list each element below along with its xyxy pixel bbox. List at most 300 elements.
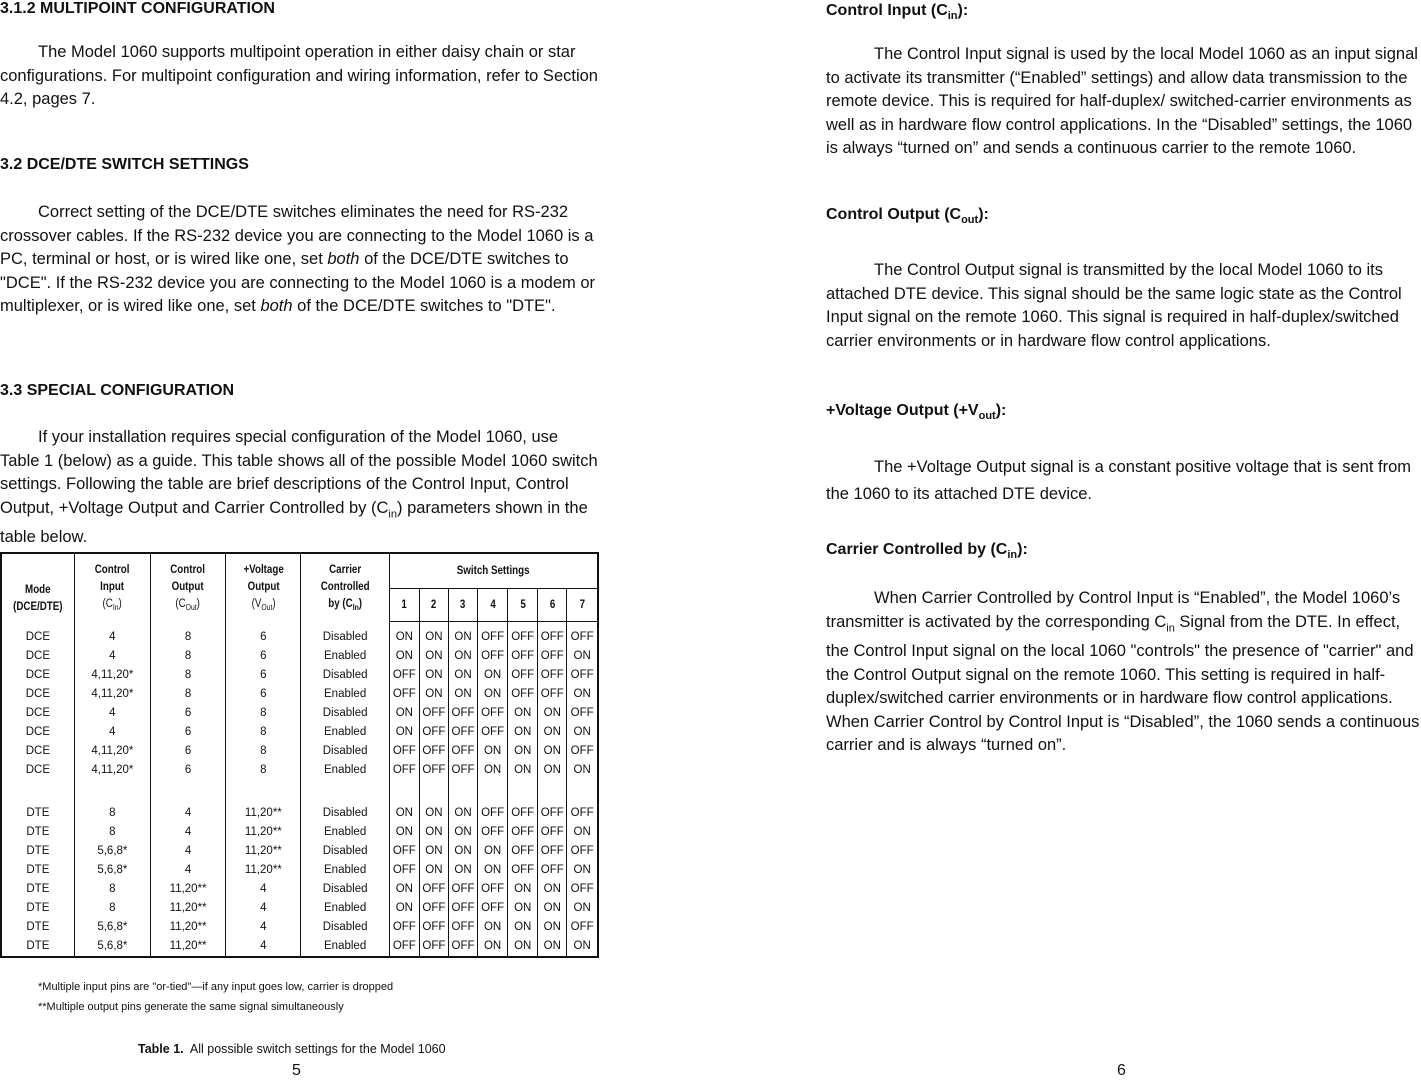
table-row bbox=[1, 742, 598, 761]
switch-3-cell: OFF bbox=[448, 723, 477, 742]
header-switch-1: 1 bbox=[392, 589, 418, 622]
switch-7-cell: ON bbox=[567, 685, 598, 704]
switch-1-cell: ON bbox=[389, 704, 419, 723]
switch-3-cell: OFF bbox=[448, 899, 477, 918]
switch-3-cell: ON bbox=[448, 861, 477, 880]
header-switch-settings: Switch Settings bbox=[405, 553, 582, 589]
header-switch-6: 6 bbox=[540, 589, 565, 622]
switch-6-cell: OFF bbox=[538, 804, 567, 823]
switch-3-cell: ON bbox=[448, 647, 477, 666]
header-text: Controlled bbox=[320, 580, 370, 593]
table-row bbox=[1, 842, 598, 861]
switch-3-cell: OFF bbox=[448, 761, 477, 780]
table-row bbox=[1, 704, 598, 723]
voltage-output-cell: 4 bbox=[226, 899, 301, 918]
section-body-32 bbox=[0, 201, 600, 319]
header-control-output bbox=[156, 553, 220, 622]
table-row bbox=[1, 647, 598, 666]
switch-5-cell: OFF bbox=[508, 823, 538, 842]
spacer-cell bbox=[226, 780, 301, 804]
mode-cell: DCE bbox=[25, 669, 50, 681]
header-text: ) bbox=[118, 597, 122, 610]
switch-7-cell: ON bbox=[567, 823, 598, 842]
control-output-cell: 6 bbox=[150, 742, 225, 761]
text-run: of the DCE/DTE switches to "DTE". bbox=[292, 297, 556, 315]
header-text: (C bbox=[175, 597, 187, 610]
text-run: If your installation requires special configuration of the Model 1060, use Table 1 (below) as a guide. This table shows all of the possible Model 1060 switch settings. Following the table are brief descriptions of the Control Input, Control Output, +Voltage Output and Carrier Controlled by (C bbox=[0, 428, 598, 517]
switch-5-cell: OFF bbox=[508, 666, 538, 685]
body-voltage-output: The +Voltage Output signal is a constant positive voltage that is sent from the 1060 to its attached DTE device. bbox=[826, 458, 1412, 503]
table-row bbox=[1, 622, 598, 648]
switch-6-cell: ON bbox=[538, 899, 567, 918]
text-run: Signal from the DTE. In effect, the Control Input signal on the local 1060 "controls" the presence of "carrier" and the Control Output signal on the remote 1060. This setting is required in half-duplex/switched carrier environments or in hardware flow control applications. When Carrier Control by Control Input is “Disabled”, the 1060 sends a continuous carrier and is always “turned on”. bbox=[826, 612, 1420, 755]
control-output-cell: 11,20** bbox=[150, 918, 225, 937]
control-input-cell: 4,11,20* bbox=[74, 761, 150, 780]
caption-label: Table 1. bbox=[138, 1042, 184, 1056]
carrier-cell: Enabled bbox=[301, 647, 389, 666]
switch-4-cell: ON bbox=[478, 685, 508, 704]
body-control-output: The Control Output signal is transmitted by the local Model 1060 to its attached DTE device. This signal should be the same logic state as the Control Input signal on the remote 1060. This signal is required in half-duplex/switched carrier environments or in hardware flow control applications. bbox=[826, 261, 1402, 350]
switch-5-cell: OFF bbox=[508, 685, 538, 704]
voltage-output-cell: 4 bbox=[226, 918, 301, 937]
switch-6-cell: ON bbox=[538, 742, 567, 761]
mode-cell: DTE bbox=[26, 902, 50, 914]
switch-7-cell: OFF bbox=[567, 918, 598, 937]
mode-cell: DTE bbox=[26, 940, 50, 952]
switch-7-cell: OFF bbox=[567, 742, 598, 761]
voltage-output-cell: 6 bbox=[226, 685, 301, 704]
control-input-cell: 4 bbox=[74, 704, 150, 723]
switch-6-cell: OFF bbox=[538, 842, 567, 861]
switch-6-cell: ON bbox=[538, 761, 567, 780]
heading-text: Carrier Controlled by (C bbox=[826, 541, 1008, 558]
switch-5-cell: ON bbox=[508, 742, 538, 761]
table-row bbox=[1, 666, 598, 685]
mode-cell: DCE bbox=[25, 726, 50, 738]
header-text: (C bbox=[102, 597, 114, 610]
header-text: (DCE/DTE) bbox=[13, 600, 63, 613]
switch-7-cell: ON bbox=[567, 861, 598, 880]
switch-4-cell: OFF bbox=[478, 704, 508, 723]
switch-2-cell: OFF bbox=[419, 742, 448, 761]
header-text: ) bbox=[197, 597, 201, 610]
switch-2-cell: OFF bbox=[419, 937, 448, 957]
carrier-cell: Disabled bbox=[301, 704, 389, 723]
mode-cell: DTE bbox=[26, 845, 50, 857]
text-run: When Carrier Controlled by Control Input is “Enabled”, the Model 1060’s transmitter is activated by the corresponding C bbox=[826, 589, 1401, 631]
switch-4-cell: ON bbox=[478, 937, 508, 957]
mode-cell: DCE bbox=[25, 650, 50, 662]
heading-text: ): bbox=[995, 402, 1007, 419]
voltage-output-cell: 6 bbox=[226, 666, 301, 685]
spacer-cell bbox=[478, 780, 508, 804]
switch-3-cell: ON bbox=[448, 685, 477, 704]
carrier-cell: Enabled bbox=[301, 861, 389, 880]
switch-3-cell: OFF bbox=[448, 937, 477, 957]
switch-6-cell: ON bbox=[538, 937, 567, 957]
heading-carrier-controlled bbox=[826, 541, 1028, 561]
control-output-cell: 4 bbox=[150, 861, 225, 880]
header-control-input bbox=[80, 553, 145, 622]
header-text: Mode bbox=[25, 583, 51, 596]
section-heading-312: 3.1.2 MULTIPOINT CONFIGURATION bbox=[0, 0, 275, 17]
control-output-cell: 11,20** bbox=[150, 899, 225, 918]
switch-7-cell: OFF bbox=[567, 704, 598, 723]
header-switch-7: 7 bbox=[569, 589, 595, 622]
control-output-cell: 6 bbox=[150, 704, 225, 723]
switch-4-cell: OFF bbox=[478, 880, 508, 899]
table-row bbox=[1, 761, 598, 780]
control-output-cell: 11,20** bbox=[150, 880, 225, 899]
mode-cell: DTE bbox=[26, 807, 50, 819]
section-body-33 bbox=[0, 426, 600, 550]
switch-6-cell: OFF bbox=[538, 823, 567, 842]
mode-cell: DTE bbox=[26, 826, 50, 838]
subscript: in bbox=[1166, 621, 1175, 634]
switch-2-cell: ON bbox=[419, 666, 448, 685]
switch-6-cell: OFF bbox=[538, 685, 567, 704]
mode-cell: DCE bbox=[25, 745, 50, 757]
control-output-cell: 6 bbox=[150, 761, 225, 780]
switch-1-cell: ON bbox=[389, 804, 419, 823]
switch-5-cell: OFF bbox=[508, 842, 538, 861]
switch-4-cell: OFF bbox=[478, 899, 508, 918]
switch-1-cell: OFF bbox=[389, 861, 419, 880]
switch-1-cell: OFF bbox=[389, 742, 419, 761]
voltage-output-cell: 6 bbox=[226, 622, 301, 648]
carrier-cell: Enabled bbox=[301, 899, 389, 918]
control-output-cell: 8 bbox=[150, 666, 225, 685]
header-switch-5: 5 bbox=[510, 589, 536, 622]
switch-2-cell: OFF bbox=[419, 899, 448, 918]
carrier-cell: Disabled bbox=[301, 918, 389, 937]
switch-7-cell: OFF bbox=[567, 880, 598, 899]
carrier-cell: Enabled bbox=[301, 723, 389, 742]
control-output-cell: 11,20** bbox=[150, 937, 225, 957]
switch-7-cell: OFF bbox=[567, 622, 598, 648]
switch-7-cell: ON bbox=[567, 899, 598, 918]
mode-cell: DTE bbox=[26, 921, 50, 933]
spacer-cell bbox=[301, 780, 389, 804]
header-voltage-output bbox=[231, 553, 295, 622]
control-input-cell: 4 bbox=[74, 622, 150, 648]
switch-4-cell: OFF bbox=[478, 647, 508, 666]
control-input-cell: 5,6,8* bbox=[74, 918, 150, 937]
carrier-cell: Enabled bbox=[301, 685, 389, 704]
switch-2-cell: OFF bbox=[419, 723, 448, 742]
control-input-cell: 4 bbox=[74, 723, 150, 742]
switch-6-cell: ON bbox=[538, 918, 567, 937]
header-text: ) bbox=[358, 597, 362, 610]
subscript: in bbox=[1007, 549, 1018, 562]
spacer-cell bbox=[389, 780, 419, 804]
spacer-cell bbox=[448, 780, 477, 804]
subscript: in bbox=[388, 507, 397, 520]
switch-6-cell: OFF bbox=[538, 647, 567, 666]
control-input-cell: 4,11,20* bbox=[74, 666, 150, 685]
heading-text: ): bbox=[1017, 541, 1028, 558]
mode-cell: DTE bbox=[26, 864, 50, 876]
heading-text: Control Output (C bbox=[826, 206, 962, 223]
section-heading-32: 3.2 DCE/DTE SWITCH SETTINGS bbox=[0, 156, 249, 173]
switch-2-cell: OFF bbox=[419, 918, 448, 937]
header-text: Control bbox=[94, 563, 130, 576]
switch-6-cell: ON bbox=[538, 704, 567, 723]
carrier-cell: Disabled bbox=[301, 666, 389, 685]
switch-2-cell: ON bbox=[419, 861, 448, 880]
header-mode bbox=[6, 553, 68, 622]
switch-4-cell: OFF bbox=[478, 804, 508, 823]
switch-2-cell: ON bbox=[419, 823, 448, 842]
table-row bbox=[1, 937, 598, 957]
footnote-single-asterisk: *Multiple input pins are "or-tied"—if any input goes low, carrier is dropped bbox=[38, 981, 394, 993]
table-row bbox=[1, 918, 598, 937]
control-output-cell: 4 bbox=[150, 804, 225, 823]
switch-6-cell: OFF bbox=[538, 861, 567, 880]
subscript: In bbox=[113, 602, 119, 612]
switch-3-cell: ON bbox=[448, 666, 477, 685]
subscript: out bbox=[978, 410, 996, 423]
control-output-cell: 6 bbox=[150, 723, 225, 742]
header-carrier-controlled bbox=[308, 553, 383, 622]
voltage-output-cell: 11,20** bbox=[226, 842, 301, 861]
page-number-left: 5 bbox=[292, 1062, 301, 1079]
page-number-right: 6 bbox=[1117, 1062, 1126, 1079]
switch-1-cell: OFF bbox=[389, 937, 419, 957]
control-input-cell: 8 bbox=[74, 804, 150, 823]
switch-4-cell: OFF bbox=[478, 622, 508, 648]
control-input-cell: 5,6,8* bbox=[74, 861, 150, 880]
caption-text: All possible switch settings for the Model 1060 bbox=[183, 1042, 446, 1056]
spacer-cell bbox=[419, 780, 448, 804]
spacer-cell bbox=[538, 780, 567, 804]
table-row bbox=[1, 685, 598, 704]
text-run: ) parameters shown in the table below. bbox=[0, 498, 588, 547]
table-row bbox=[1, 880, 598, 899]
heading-text: ): bbox=[978, 206, 989, 223]
switch-settings-table bbox=[0, 552, 599, 958]
switch-1-cell: ON bbox=[389, 823, 419, 842]
switch-3-cell: OFF bbox=[448, 918, 477, 937]
spacer-cell bbox=[150, 780, 225, 804]
switch-5-cell: OFF bbox=[508, 622, 538, 648]
switch-2-cell: ON bbox=[419, 622, 448, 648]
switch-1-cell: OFF bbox=[389, 685, 419, 704]
control-output-cell: 8 bbox=[150, 647, 225, 666]
switch-7-cell: ON bbox=[567, 761, 598, 780]
header-switch-3: 3 bbox=[451, 589, 476, 622]
subscript: in bbox=[947, 10, 958, 23]
switch-2-cell: OFF bbox=[419, 880, 448, 899]
heading-text: Control Input (C bbox=[826, 2, 948, 19]
switch-5-cell: ON bbox=[508, 761, 538, 780]
control-input-cell: 5,6,8* bbox=[74, 937, 150, 957]
section-body-312: The Model 1060 supports multipoint operation in either daisy chain or star configurations. For multipoint configuration and wiring information, refer to Section 4.2, pages 7. bbox=[0, 43, 598, 108]
control-input-cell: 8 bbox=[74, 823, 150, 842]
switch-3-cell: OFF bbox=[448, 880, 477, 899]
switch-7-cell: OFF bbox=[567, 666, 598, 685]
switch-6-cell: OFF bbox=[538, 666, 567, 685]
control-input-cell: 8 bbox=[74, 880, 150, 899]
heading-voltage-output bbox=[826, 402, 1006, 422]
spacer-cell bbox=[1, 780, 74, 804]
carrier-cell: Disabled bbox=[301, 742, 389, 761]
switch-4-cell: ON bbox=[478, 918, 508, 937]
subscript: Out bbox=[261, 602, 273, 612]
voltage-output-cell: 11,20** bbox=[226, 804, 301, 823]
switch-2-cell: ON bbox=[419, 685, 448, 704]
control-output-cell: 8 bbox=[150, 622, 225, 648]
switch-4-cell: ON bbox=[478, 861, 508, 880]
switch-4-cell: ON bbox=[478, 666, 508, 685]
heading-control-output bbox=[826, 206, 989, 226]
switch-4-cell: ON bbox=[478, 761, 508, 780]
switch-2-cell: ON bbox=[419, 804, 448, 823]
control-input-cell: 4,11,20* bbox=[74, 685, 150, 704]
header-text: Input bbox=[100, 580, 125, 593]
switch-1-cell: OFF bbox=[389, 918, 419, 937]
table-row bbox=[1, 804, 598, 823]
switch-1-cell: ON bbox=[389, 880, 419, 899]
switch-7-cell: ON bbox=[567, 937, 598, 957]
switch-5-cell: OFF bbox=[508, 861, 538, 880]
carrier-cell: Enabled bbox=[301, 761, 389, 780]
control-input-cell: 4,11,20* bbox=[74, 742, 150, 761]
spacer-cell bbox=[508, 780, 538, 804]
voltage-output-cell: 8 bbox=[226, 704, 301, 723]
table-row bbox=[1, 723, 598, 742]
header-text: (V bbox=[251, 597, 262, 610]
switch-3-cell: OFF bbox=[448, 742, 477, 761]
header-text: Output bbox=[247, 580, 280, 593]
header-text: Carrier bbox=[329, 563, 362, 576]
switch-5-cell: OFF bbox=[508, 804, 538, 823]
text-run: of the DCE/DTE switches to "DCE". If the RS-232 device you are connecting to the Model 1060 is a modem or multiplexer, or is wired like one, set bbox=[0, 250, 596, 315]
header-text: +Voltage bbox=[243, 563, 284, 576]
heading-text: +Voltage Output (+V bbox=[826, 402, 979, 419]
switch-6-cell: OFF bbox=[538, 622, 567, 648]
heading-text: ): bbox=[957, 2, 969, 19]
switch-5-cell: ON bbox=[508, 723, 538, 742]
table-row bbox=[1, 823, 598, 842]
table-row bbox=[1, 861, 598, 880]
emphasis: both bbox=[260, 297, 293, 315]
switch-3-cell: ON bbox=[448, 842, 477, 861]
table-caption bbox=[138, 1042, 446, 1056]
mode-cell: DCE bbox=[25, 630, 50, 643]
switch-5-cell: ON bbox=[508, 899, 538, 918]
table-body bbox=[1, 622, 598, 958]
switch-2-cell: OFF bbox=[419, 704, 448, 723]
section-heading-33: 3.3 SPECIAL CONFIGURATION bbox=[0, 382, 235, 399]
mode-cell: DTE bbox=[26, 883, 50, 895]
header-text: ) bbox=[272, 597, 276, 610]
control-output-cell: 8 bbox=[150, 685, 225, 704]
voltage-output-cell: 8 bbox=[226, 723, 301, 742]
subscript: Out bbox=[186, 602, 198, 612]
emphasis: both bbox=[327, 250, 360, 268]
switch-3-cell: ON bbox=[448, 622, 477, 648]
switch-1-cell: ON bbox=[389, 899, 419, 918]
control-output-cell: 4 bbox=[150, 842, 225, 861]
voltage-output-cell: 8 bbox=[226, 761, 301, 780]
switch-2-cell: ON bbox=[419, 647, 448, 666]
carrier-cell: Enabled bbox=[301, 823, 389, 842]
spacer-cell bbox=[567, 780, 598, 804]
switch-4-cell: OFF bbox=[478, 723, 508, 742]
switch-5-cell: ON bbox=[508, 918, 538, 937]
mode-cell: DCE bbox=[25, 688, 50, 700]
switch-5-cell: ON bbox=[508, 880, 538, 899]
switch-4-cell: ON bbox=[478, 842, 508, 861]
switch-4-cell: OFF bbox=[478, 823, 508, 842]
switch-6-cell: ON bbox=[538, 880, 567, 899]
carrier-cell: Enabled bbox=[301, 937, 389, 957]
voltage-output-cell: 11,20** bbox=[226, 861, 301, 880]
carrier-cell: Disabled bbox=[301, 880, 389, 899]
subscript: out bbox=[961, 214, 979, 227]
switch-6-cell: ON bbox=[538, 723, 567, 742]
control-output-cell: 4 bbox=[150, 823, 225, 842]
voltage-output-cell: 8 bbox=[226, 742, 301, 761]
voltage-output-cell: 4 bbox=[226, 880, 301, 899]
carrier-cell: Disabled bbox=[301, 804, 389, 823]
switch-3-cell: ON bbox=[448, 823, 477, 842]
subscript: In bbox=[352, 602, 359, 612]
switch-4-cell: ON bbox=[478, 742, 508, 761]
switch-5-cell: OFF bbox=[508, 647, 538, 666]
header-text: Output bbox=[172, 580, 205, 593]
header-text: by (C bbox=[328, 597, 353, 610]
body-carrier-controlled bbox=[826, 587, 1421, 758]
switch-2-cell: ON bbox=[419, 842, 448, 861]
spacer-cell bbox=[74, 780, 150, 804]
switch-5-cell: ON bbox=[508, 937, 538, 957]
control-input-cell: 4 bbox=[74, 647, 150, 666]
header-switch-2: 2 bbox=[422, 589, 447, 622]
mode-cell: DCE bbox=[25, 707, 50, 719]
footnote-double-asterisk: **Multiple output pins generate the same signal simultaneously bbox=[38, 1001, 344, 1013]
control-input-cell: 5,6,8* bbox=[74, 842, 150, 861]
voltage-output-cell: 4 bbox=[226, 937, 301, 957]
switch-1-cell: ON bbox=[389, 622, 419, 648]
switch-7-cell: ON bbox=[567, 723, 598, 742]
control-input-cell: 8 bbox=[74, 899, 150, 918]
switch-1-cell: OFF bbox=[389, 761, 419, 780]
voltage-output-cell: 11,20** bbox=[226, 823, 301, 842]
switch-7-cell: OFF bbox=[567, 842, 598, 861]
switch-5-cell: ON bbox=[508, 704, 538, 723]
switch-3-cell: ON bbox=[448, 804, 477, 823]
switch-1-cell: ON bbox=[389, 723, 419, 742]
carrier-cell: Disabled bbox=[301, 622, 389, 648]
mode-cell: DCE bbox=[25, 764, 50, 776]
carrier-cell: Disabled bbox=[301, 842, 389, 861]
switch-1-cell: OFF bbox=[389, 842, 419, 861]
group-spacer bbox=[1, 780, 598, 804]
header-text: Control bbox=[170, 563, 206, 576]
switch-1-cell: OFF bbox=[389, 666, 419, 685]
voltage-output-cell: 6 bbox=[226, 647, 301, 666]
table-row bbox=[1, 899, 598, 918]
switch-7-cell: ON bbox=[567, 647, 598, 666]
header-switch-4: 4 bbox=[480, 589, 506, 622]
switch-7-cell: OFF bbox=[567, 804, 598, 823]
switch-1-cell: ON bbox=[389, 647, 419, 666]
text-run: Correct setting of the DCE/DTE switches eliminates the need for RS-232 crossover cables. If the RS-232 device you are connecting to the Model 1060 is a PC, terminal or host, or is wired like one, set bbox=[0, 203, 594, 268]
body-control-input: The Control Input signal is used by the local Model 1060 as an input signal to activate its transmitter (“Enabled” settings) and allow data transmission to the remote device. This is required for half-duplex/ switched-carrier environments as well as in hardware flow control applications. In the “Disabled” settings, the 1060 is always “turned on” and sends a continuous carrier to the remote 1060. bbox=[826, 45, 1418, 157]
switch-3-cell: OFF bbox=[448, 704, 477, 723]
